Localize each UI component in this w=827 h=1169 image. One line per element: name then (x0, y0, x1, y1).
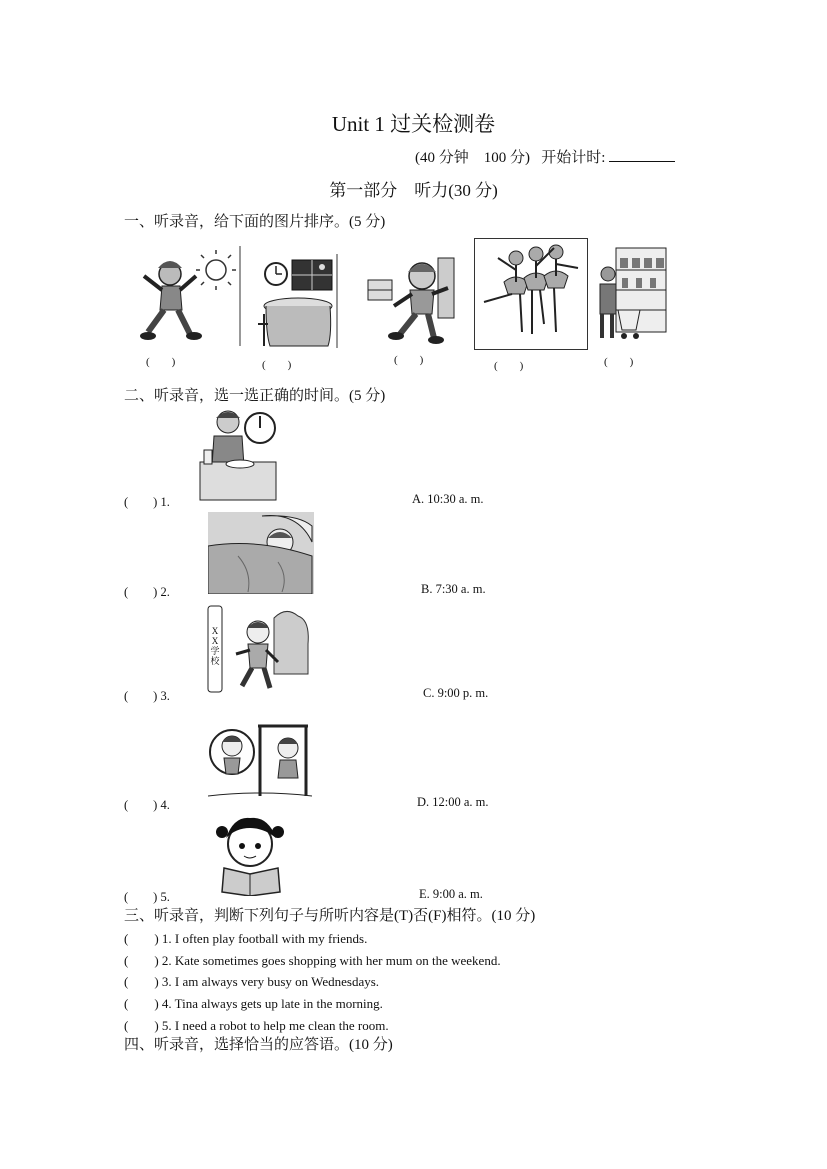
picture-night-table (256, 254, 340, 348)
school-sign: X X 学 校 (210, 626, 220, 666)
order-blank-5[interactable]: ( ) (604, 356, 634, 368)
q2-item-2: ( ) 2. (124, 585, 170, 599)
picture-exercise-girl (134, 246, 244, 346)
q2-item-3: ( ) 3. (124, 689, 170, 703)
picture-ballet-dancers (474, 238, 588, 350)
q2-option-d: D. 12:00 a. m. (417, 795, 489, 809)
order-blank-2[interactable]: ( ) (262, 359, 292, 371)
section-3-heading: 三、听录音，判断下列句子与所听内容是(T)否(F)相符。(10 分) (124, 908, 536, 924)
q2-item-5: ( ) 5. (124, 890, 170, 904)
timer-label: 开始计时: (541, 150, 606, 166)
q3-statement-5: ( ) 5. I need a robot to help me clean the room. (124, 1018, 389, 1033)
q3-statement-3: ( ) 3. I am always very busy on Wednesdays. (124, 974, 380, 989)
q2-item-4: ( ) 4. (124, 798, 170, 812)
order-blank-1[interactable]: ( ) (146, 356, 176, 368)
picture-girl-running-home (364, 254, 458, 344)
exam-meta (415, 146, 675, 167)
part-title: 第一部分 听力(30 分) (329, 181, 498, 200)
timer-blank (609, 147, 675, 162)
q3-statement-4: ( ) 4. Tina always gets up late in the morning. (124, 996, 383, 1011)
order-blank-4[interactable]: ( ) (494, 360, 524, 372)
picture-kids-playing (208, 716, 312, 800)
q2-option-e: E. 9:00 a. m. (419, 887, 483, 901)
q3-statement-1: ( ) 1. I often play football with my friends. (124, 931, 368, 946)
q3-statement-2: ( ) 2. Kate sometimes goes shopping with her mum on the weekend. (124, 953, 501, 968)
picture-boy-sleeping (208, 512, 314, 594)
section-4-heading: 四、听录音，选择恰当的应答语。(10 分) (124, 1037, 393, 1053)
picture-man-lunch-clock (194, 406, 280, 502)
section-2-heading: 二、听录音，选一选正确的时间。(5 分) (124, 388, 386, 404)
picture-girl-reading (214, 812, 288, 896)
order-blank-3[interactable]: ( ) (394, 354, 424, 366)
q2-option-a: A. 10:30 a. m. (412, 492, 484, 506)
picture-boy-going-school (204, 604, 310, 694)
picture-supermarket (596, 244, 668, 344)
section-1-heading: 一、听录音，给下面的图片排序。(5 分) (124, 214, 386, 230)
q2-item-1: ( ) 1. (124, 495, 170, 509)
page-title: Unit 1 过关检测卷 (331, 112, 496, 136)
q2-option-b: B. 7:30 a. m. (421, 582, 486, 596)
exam-time: (40 分钟 100 分) (415, 150, 530, 166)
q2-option-c: C. 9:00 p. m. (423, 686, 489, 700)
